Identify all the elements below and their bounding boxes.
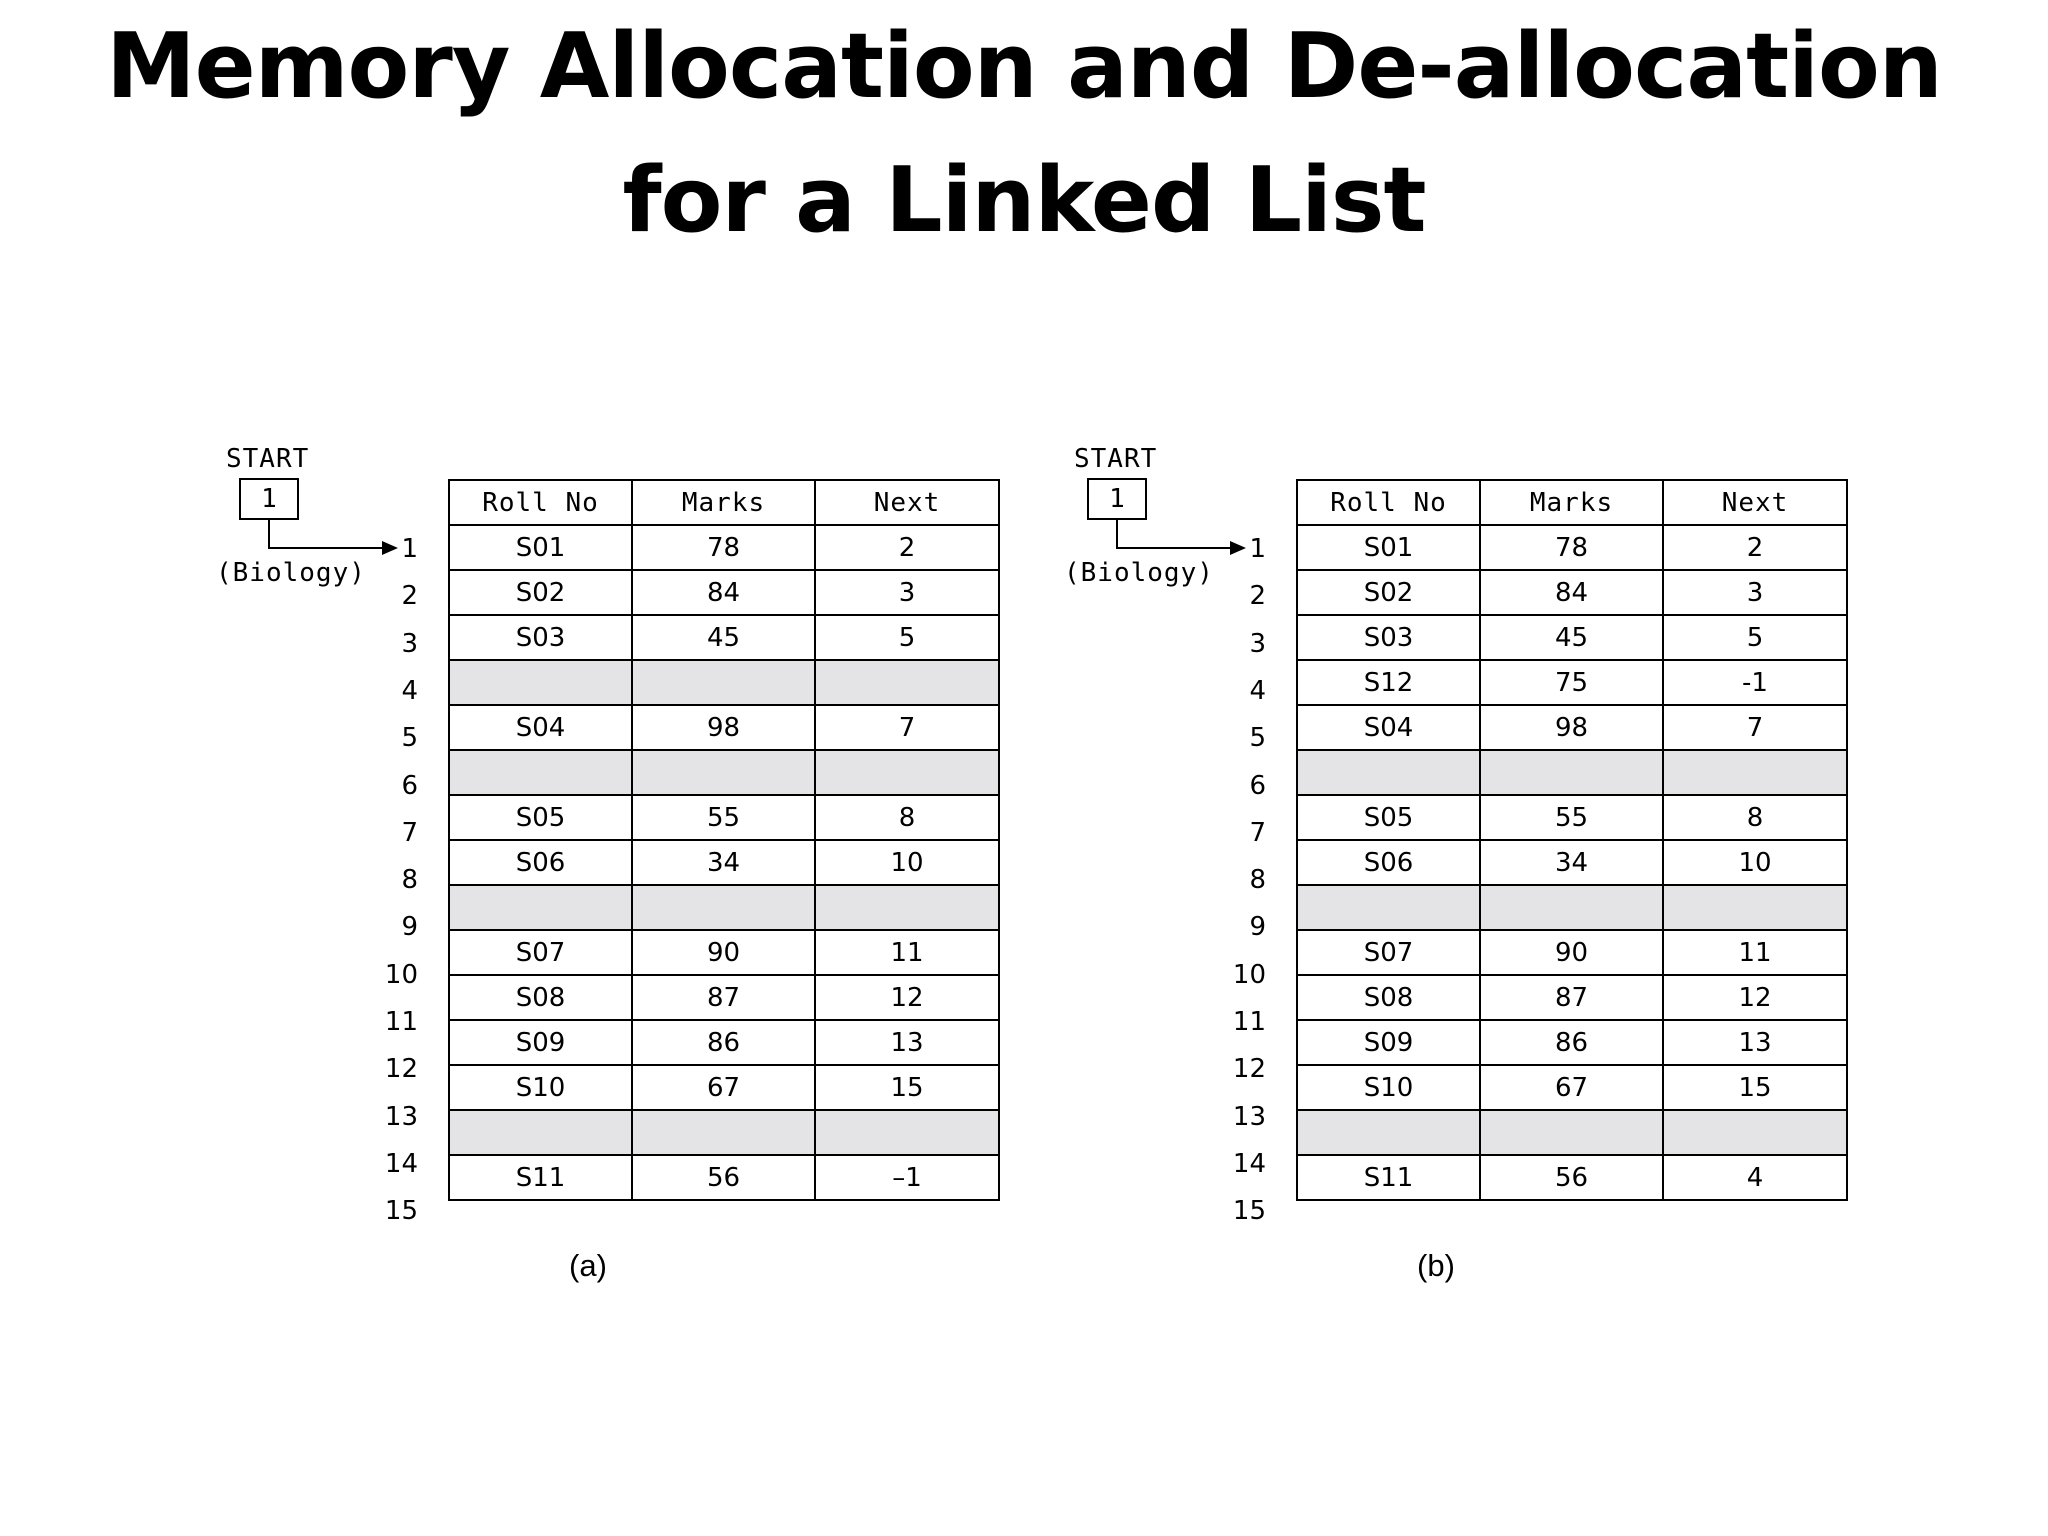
cell-next: 10 [815, 840, 999, 885]
row-index-label: 15 [384, 1196, 418, 1227]
row-index-label: 12 [1232, 1054, 1266, 1085]
header-roll-no: Roll No [1297, 480, 1480, 525]
cell-next: 15 [1663, 1065, 1847, 1110]
cell-marks [1480, 885, 1663, 930]
table-row-free [1297, 885, 1847, 930]
table-row [1297, 1020, 1847, 1065]
table-row [449, 975, 999, 1020]
cell-roll-no: S08 [1297, 975, 1480, 1020]
row-index-label: 3 [1249, 628, 1266, 659]
header-marks: Marks [632, 480, 815, 525]
table-row [449, 615, 999, 660]
row-index-label: 1 [1249, 534, 1266, 564]
cell-marks: 98 [632, 705, 815, 750]
table-row-free [1297, 750, 1847, 795]
cell-marks: 78 [1480, 525, 1663, 570]
cell-next: 12 [1663, 975, 1847, 1020]
cell-next: 4 [1663, 1155, 1847, 1200]
cell-roll-no: S06 [1297, 840, 1480, 885]
cell-marks [1480, 750, 1663, 795]
cell-marks: 55 [1480, 795, 1663, 840]
row-index-label: 7 [1249, 817, 1266, 848]
memory-table [448, 479, 1000, 1201]
cell-next: 8 [1663, 795, 1847, 840]
header-next: Next [815, 480, 999, 525]
cell-marks: 45 [632, 615, 815, 660]
cell-roll-no: S05 [1297, 795, 1480, 840]
cell-roll-no: S10 [1297, 1065, 1480, 1110]
cell-next: 13 [1663, 1020, 1847, 1065]
row-index-label: 1 [401, 534, 418, 564]
table-header-row [449, 480, 999, 525]
cell-next: 2 [815, 525, 999, 570]
table-row [1297, 525, 1847, 570]
cell-next: 12 [815, 975, 999, 1020]
row-index-label: 8 [1249, 865, 1266, 896]
cell-marks [632, 885, 815, 930]
table-row [1297, 840, 1847, 885]
cell-marks: 45 [1480, 615, 1663, 660]
cell-roll-no: S06 [449, 840, 632, 885]
row-index-label: 6 [1249, 770, 1266, 801]
cell-roll-no: S04 [449, 705, 632, 750]
row-index-label: 10 [384, 959, 418, 990]
cell-roll-no: S11 [449, 1155, 632, 1200]
cell-roll-no [1297, 885, 1480, 930]
figure-caption: (b) [1417, 1248, 1455, 1283]
cell-next: 7 [815, 705, 999, 750]
cell-roll-no [1297, 1110, 1480, 1155]
cell-roll-no: S05 [449, 795, 632, 840]
cell-marks: 86 [1480, 1020, 1663, 1065]
cell-roll-no [449, 1110, 632, 1155]
row-index-label: 11 [1232, 1007, 1266, 1037]
cell-marks: 87 [632, 975, 815, 1020]
cell-roll-no: S03 [1297, 615, 1480, 660]
cell-roll-no [449, 660, 632, 705]
table-row [449, 930, 999, 975]
cell-marks: 67 [1480, 1065, 1663, 1110]
cell-next [815, 750, 999, 795]
start-pointer-box: 1 [1087, 478, 1147, 520]
figure-a [210, 440, 1040, 1320]
table-row [449, 525, 999, 570]
title-line-2: for a Linked List [622, 148, 1426, 253]
cell-marks: 55 [632, 795, 815, 840]
figure-b [1058, 440, 1888, 1320]
table-row [449, 1065, 999, 1110]
cell-marks: 90 [1480, 930, 1663, 975]
table-row [449, 705, 999, 750]
cell-marks: 86 [632, 1020, 815, 1065]
row-index-label: 7 [401, 817, 418, 848]
cell-roll-no [449, 750, 632, 795]
row-index-label: 10 [1232, 959, 1266, 990]
cell-next [1663, 750, 1847, 795]
cell-marks: 56 [1480, 1155, 1663, 1200]
cell-marks: 34 [632, 840, 815, 885]
cell-roll-no: S01 [449, 525, 632, 570]
cell-marks: 84 [632, 570, 815, 615]
table-row [1297, 795, 1847, 840]
cell-next: 7 [1663, 705, 1847, 750]
cell-roll-no: S08 [449, 975, 632, 1020]
row-index-label: 14 [1232, 1148, 1266, 1179]
cell-roll-no: S01 [1297, 525, 1480, 570]
table-row-free [449, 660, 999, 705]
cell-next: 2 [1663, 525, 1847, 570]
table-row [1297, 570, 1847, 615]
cell-next: –1 [815, 1155, 999, 1200]
cell-marks [1480, 1110, 1663, 1155]
cell-roll-no: S09 [1297, 1020, 1480, 1065]
table-row-free [1297, 1110, 1847, 1155]
header-next: Next [1663, 480, 1847, 525]
row-index-label: 5 [401, 723, 418, 754]
cell-next: 3 [815, 570, 999, 615]
cell-next: 11 [815, 930, 999, 975]
cell-marks [632, 660, 815, 705]
row-index-label: 3 [401, 628, 418, 659]
start-label: START [226, 444, 310, 474]
cell-roll-no [1297, 750, 1480, 795]
memory-table [1296, 479, 1848, 1201]
row-index-label: 13 [384, 1101, 418, 1132]
table-row [449, 570, 999, 615]
row-index-label: 15 [1232, 1196, 1266, 1227]
table-row [449, 840, 999, 885]
cell-marks: 87 [1480, 975, 1663, 1020]
table-row [449, 1155, 999, 1200]
cell-roll-no: S04 [1297, 705, 1480, 750]
table-row [449, 795, 999, 840]
cell-marks: 56 [632, 1155, 815, 1200]
start-pointer-box: 1 [239, 478, 299, 520]
cell-next: 13 [815, 1020, 999, 1065]
header-marks: Marks [1480, 480, 1663, 525]
cell-roll-no: S02 [449, 570, 632, 615]
cell-next: 8 [815, 795, 999, 840]
row-index-label: 2 [401, 581, 418, 612]
cell-next [815, 660, 999, 705]
cell-roll-no: S03 [449, 615, 632, 660]
cell-marks [632, 1110, 815, 1155]
cell-roll-no: S12 [1297, 660, 1480, 705]
header-roll-no: Roll No [449, 480, 632, 525]
row-index-label: 2 [1249, 581, 1266, 612]
cell-next: 5 [815, 615, 999, 660]
row-index-label: 13 [1232, 1101, 1266, 1132]
row-index-label: 12 [384, 1054, 418, 1085]
table-row [449, 1020, 999, 1065]
table-header-row [1297, 480, 1847, 525]
table-row [1297, 975, 1847, 1020]
table-row [1297, 1155, 1847, 1200]
row-index-label: 11 [384, 1007, 418, 1037]
cell-next: -1 [1663, 660, 1847, 705]
cell-marks: 90 [632, 930, 815, 975]
start-label: START [1074, 444, 1158, 474]
cell-marks [632, 750, 815, 795]
cell-next: 5 [1663, 615, 1847, 660]
slide-title [0, 0, 2048, 268]
cell-marks: 78 [632, 525, 815, 570]
cell-roll-no: S10 [449, 1065, 632, 1110]
cell-roll-no: S07 [449, 930, 632, 975]
cell-next [1663, 885, 1847, 930]
row-index-label: 9 [1249, 912, 1266, 943]
cell-marks: 67 [632, 1065, 815, 1110]
row-index-label: 14 [384, 1148, 418, 1179]
cell-roll-no: S11 [1297, 1155, 1480, 1200]
title-line-1: Memory Allocation and De-allocation [106, 14, 1942, 119]
cell-roll-no: S09 [449, 1020, 632, 1065]
list-name-label: (Biology) [216, 558, 366, 588]
cell-roll-no: S02 [1297, 570, 1480, 615]
cell-next [815, 885, 999, 930]
row-index-label: 4 [1249, 675, 1266, 706]
cell-roll-no: S07 [1297, 930, 1480, 975]
list-name-label: (Biology) [1064, 558, 1214, 588]
cell-marks: 75 [1480, 660, 1663, 705]
cell-next [815, 1110, 999, 1155]
table-row-free [449, 750, 999, 795]
row-index-label: 5 [1249, 723, 1266, 754]
cell-next: 11 [1663, 930, 1847, 975]
cell-marks: 84 [1480, 570, 1663, 615]
cell-next [1663, 1110, 1847, 1155]
row-index-label: 6 [401, 770, 418, 801]
table-row [1297, 615, 1847, 660]
cell-marks: 34 [1480, 840, 1663, 885]
table-row [1297, 930, 1847, 975]
table-row-free [449, 885, 999, 930]
cell-marks: 98 [1480, 705, 1663, 750]
row-index-label: 9 [401, 912, 418, 943]
table-row [1297, 705, 1847, 750]
cell-next: 10 [1663, 840, 1847, 885]
cell-next: 3 [1663, 570, 1847, 615]
cell-roll-no [449, 885, 632, 930]
table-row-free [449, 1110, 999, 1155]
table-row [1297, 660, 1847, 705]
figure-caption: (a) [569, 1248, 607, 1283]
cell-next: 15 [815, 1065, 999, 1110]
row-index-label: 4 [401, 675, 418, 706]
row-index-label: 8 [401, 865, 418, 896]
table-row [1297, 1065, 1847, 1110]
